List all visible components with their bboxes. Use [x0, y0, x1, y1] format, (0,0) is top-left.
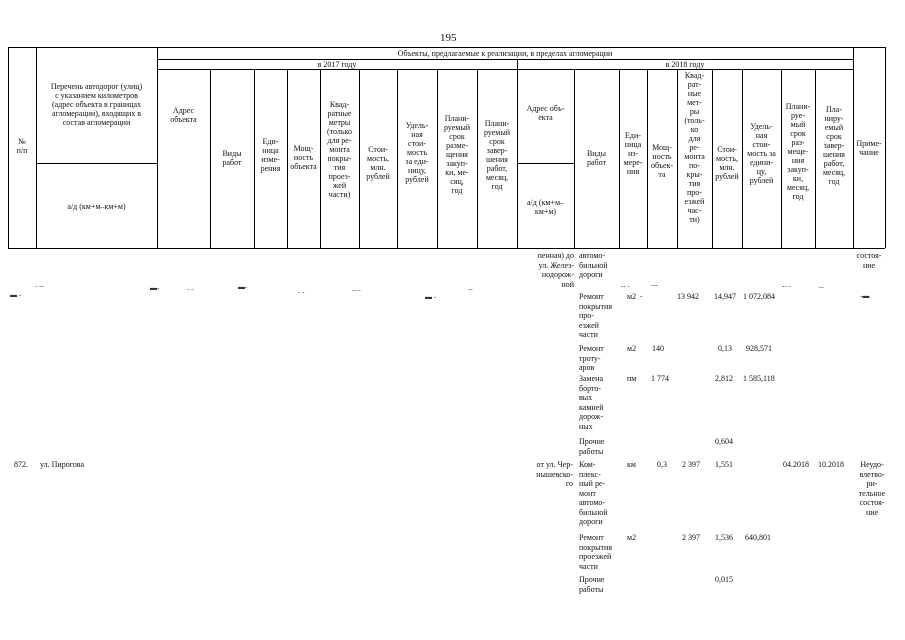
col-2018-cost: Стои- мость, млн. рублей: [715, 145, 739, 181]
r4-work-type: Прочие работы: [579, 437, 605, 456]
r1-dash: ‐: [640, 292, 643, 300]
r872-address: от ул. Чер- нышевско- го: [536, 460, 573, 488]
r872-unit: км: [627, 460, 636, 469]
r1-unit: м2: [627, 292, 637, 301]
r1-work-type: Ремонт покрытия про- езжей части: [579, 292, 612, 339]
r3-unit: пм: [627, 374, 637, 383]
r872-number: 872.: [14, 460, 28, 469]
r6-cost: 0,015: [715, 575, 733, 584]
col-2017-unit-cost: Удель- ная стои- мость за еди- ницу, рублей: [405, 121, 429, 184]
col-2017-sqm: Квад- ратные метры (только для ре- монта покры- тия проез- жей части): [326, 100, 353, 199]
header-num: № п/п: [16, 137, 28, 155]
col-2017-address: Адрес объекта: [170, 106, 197, 124]
col-2018-address: Адрес объ- екта: [526, 104, 565, 122]
header-objects-title: Объекты, предлагаемые к реализации, в пределах агломерации: [397, 49, 613, 58]
r872-note: Неудо- влетво- ри- тельное состоя- ние: [858, 460, 886, 517]
r1-sqm: 13 942: [677, 292, 699, 301]
r3-power: 1 774: [651, 374, 669, 383]
header-year-2018: в 2018 году: [665, 60, 705, 69]
col-2017-work-type: Виды работ: [222, 149, 242, 167]
r5-work-type: Ремонт покрытия проезжей части: [579, 533, 612, 571]
r3-cost: 2,812: [715, 374, 733, 383]
cont-work-type: автомо- бильной дороги: [579, 251, 608, 279]
col-2018-procurement-date: Плани- руе- мый срок раз- меще- ния закуп- ки, месяц, год: [785, 102, 811, 201]
r872-cost: 1,551: [715, 460, 733, 469]
r2-unit: м2: [627, 344, 637, 353]
col-2017-cost: Стои- мость, млн. рублей: [366, 145, 390, 181]
header-road-list: Перечень автодорог (улиц) с указанием километров (адрес объекта в границах агломерации), входящих в состав агломерации: [50, 82, 143, 127]
header-year-2017: в 2017 году: [317, 60, 357, 69]
r2-work-type: Ремонт троту- аров: [579, 344, 604, 372]
header-note: Приме- чание: [856, 139, 882, 157]
r2-power: 140: [652, 344, 664, 353]
r4-cost: 0,604: [715, 437, 733, 446]
col-2018-completion-date: Пла- ниру- емый срок завер- шения работ, месяц, год: [822, 105, 846, 186]
r3-unit-cost: 1 585,118: [743, 374, 775, 383]
r5-unit-cost: 640,801: [745, 533, 771, 542]
r1-unit-cost: 1 072,084: [743, 292, 775, 301]
r872-road: ул. Пирогова: [40, 460, 85, 469]
cont-address: пенная) до ул. Желез- нодорож- ной: [537, 251, 574, 289]
r2-unit-cost: 928,571: [746, 344, 772, 353]
r1-cost: 14,947: [714, 292, 736, 301]
r5-cost: 1,536: [715, 533, 733, 542]
col-2018-sqm: Квад- рат- ные мет- ры (толь- ко для ре- монта по- кры- тия про- езжей час- ти): [684, 71, 705, 224]
col-2017-power: Мощ- ность объекта: [290, 144, 317, 171]
col-2018-address-sub: а/д (км+м– км+м): [526, 198, 565, 216]
r2-cost: 0,13: [718, 344, 732, 353]
r3-work-type: Замена борто- вых камней дорож- ных: [579, 374, 604, 431]
r872-sqm: 2 397: [682, 460, 700, 469]
col-2018-unit: Еди- ница из- мере- ния: [623, 131, 643, 176]
r872-work-type: Ком- плекс- ный ре- монт автомо- бильной дороги: [579, 460, 608, 526]
col-2017-completion-date: Плани- руемый срок завер- шения работ, месяц, год: [483, 119, 511, 191]
r872-power: 0,3: [657, 460, 667, 469]
r872-completion-date: 10.2018: [818, 460, 844, 469]
r872-procurement-date: 04.2018: [783, 460, 809, 469]
col-2017-procurement-date: Плани- руемый срок разме- щения закуп- ки, ме- сяц, год: [443, 114, 471, 195]
r5-sqm: 2 397: [682, 533, 700, 542]
header-road-sub: а/д (км+м–км+м): [67, 202, 126, 211]
col-2018-power: Мощ- ность объек- та: [650, 143, 674, 179]
cont-note: состоя- ние: [856, 251, 882, 270]
page-number: 195: [440, 32, 457, 44]
r5-unit: м2: [627, 533, 637, 542]
col-2017-unit: Еди- ница изме- рения: [260, 137, 281, 173]
r6-work-type: Прочие работы: [579, 575, 605, 594]
col-2018-unit-cost: Удель- ная стои- мость за едини- цу, рублей: [747, 122, 776, 185]
col-2018-work-type: Виды работ: [586, 149, 607, 167]
